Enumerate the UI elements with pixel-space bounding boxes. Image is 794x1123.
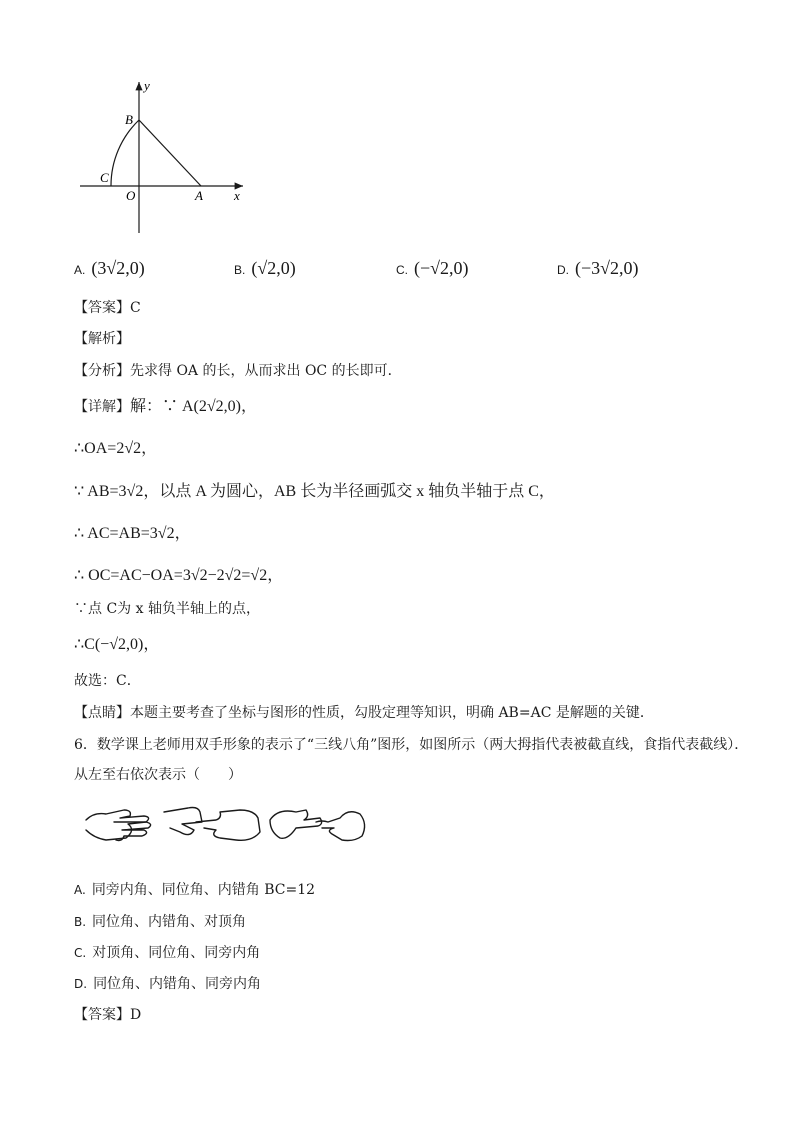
step-6: ∴C(−√2,0)， [74,636,160,653]
option-label: A. [74,263,86,277]
answer-tag: 【答案】 [74,300,130,316]
detail-tag: 【详解】 [74,399,130,415]
option-label: C. [74,946,87,960]
option-value: (−√2,0) [414,258,469,278]
answer-tag: 【答案】 [74,1007,130,1023]
comment-tag: 【点睛】 [74,705,130,721]
option-label: B. [74,915,87,929]
comment-line [74,702,654,722]
hands-pair-2 [164,808,260,841]
arc-bc [111,120,139,186]
label-a: A [195,188,203,203]
analysis-text: 先求得 OA 的长，从而求出 OC 的长即可． [130,363,402,379]
step-1: ∴OA=2√2， [74,440,158,457]
step-3: ∴ AC=AB=3√2， [74,525,191,542]
coordinate-figure [78,78,258,238]
analysis-line [74,360,402,380]
q6-answer [74,1004,141,1024]
step-5: ∵点 C为 x 轴负半轴上的点， [74,601,260,617]
answer-value: C [130,300,141,316]
option-text: 同位角、内错角、同旁内角 [93,976,262,992]
label-x: x [234,188,240,203]
detail-line [74,393,257,416]
step-2: ∵ AB=3√2，以点 A 为圆心，AB 长为半径画弧交 x 轴负半轴于点 C， [74,483,555,500]
label-y: y [144,78,150,93]
step-4: ∴ OC=AC−OA=3√2−2√2=√2， [74,567,284,584]
option-label: A. [74,883,86,897]
hands-pair-1 [86,810,151,841]
option-value: (√2,0) [251,258,296,278]
option-label: D. [74,977,88,991]
q6-option-d [74,973,261,993]
analysis-tag: 【分析】 [74,363,130,379]
hands-figure [84,800,369,850]
option-value: (−3√2,0) [575,258,639,278]
step-7: 故选：C． [74,673,141,689]
option-label: D. [557,263,569,277]
option-text: 同位角、内错角、对顶角 [92,914,247,930]
q5-option-b [234,258,296,279]
q6-option-b [74,911,246,931]
q5-option-c [396,258,469,279]
jiexi-heading: 【解析】 [74,331,130,347]
label-o: O [126,188,136,203]
q5-option-a [74,258,145,279]
answer-q5 [74,297,141,317]
option-label: C. [396,263,408,277]
option-label: B. [234,263,246,277]
q6-stem-line1: 6．数学课上老师用双手形象的表示了“三线八角”图形，如图所示（两大拇指代表被截直线，食指代表截线）． [74,737,749,753]
hands-pair-3 [270,810,365,841]
detail-text: 解：∵ A(2√2,0)， [130,398,257,415]
option-text: 对顶角、同位角、同旁内角 [92,945,261,961]
option-value: (3√2,0) [91,258,145,278]
comment-text: 本题主要考查了坐标与图形的性质，勾股定理等知识，明确 AB=AC 是解题的关键． [130,705,654,721]
q6-option-c [74,942,260,962]
q6-option-a [74,879,315,899]
answer-value: D [130,1007,142,1023]
label-c: C [100,170,109,185]
segment-ab [139,120,201,186]
q6-stem-line2: 从左至右依次表示（ ） [74,767,242,783]
option-text: 同旁内角、同位角、内错角 BC=12 [91,882,316,898]
label-b: B [125,112,133,127]
q5-option-d [557,258,639,279]
